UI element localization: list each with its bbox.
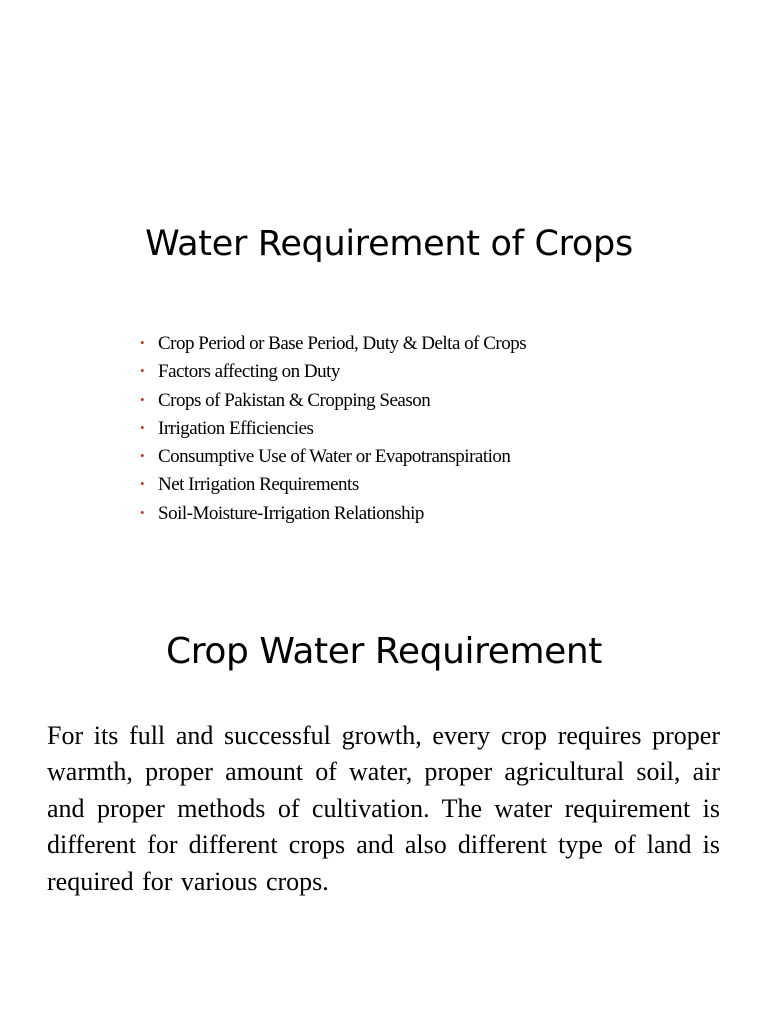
list-item-text: Crop Period or Base Period, Duty & Delta of Crops — [158, 333, 527, 354]
bullet-icon: • — [140, 448, 145, 464]
list-item-text: Factors affecting on Duty — [158, 361, 340, 383]
bullet-icon: • — [140, 391, 145, 407]
list-item — [140, 443, 526, 471]
list-item-text: Irrigation Efficiencies — [158, 417, 314, 439]
bullet-icon: • — [140, 335, 145, 350]
body-paragraph: For its full and successful growth, every crop requires proper warmth, proper amount of water, proper agricultural soil, air and proper methods of cultivation. The water requirement is different for different crops and also different type of land is required for various crops. — [47, 721, 720, 896]
slide-title: Water Requirement of Crops — [145, 224, 633, 264]
list-item — [140, 330, 526, 358]
list-item-text: Consumptive Use of Water or Evapotranspiration — [158, 446, 511, 468]
list-item — [140, 500, 526, 528]
list-item — [140, 358, 526, 386]
list-item — [140, 387, 526, 415]
bullet-icon: • — [140, 363, 145, 379]
bullet-icon: • — [140, 419, 145, 435]
topic-list — [140, 330, 526, 528]
bullet-icon: • — [140, 476, 145, 492]
list-item-text: Crops of Pakistan & Cropping Season — [158, 389, 431, 411]
section-heading: Crop Water Requirement — [165, 631, 603, 672]
list-item-text: Net Irrigation Requirements — [158, 474, 359, 496]
list-item — [140, 471, 526, 499]
list-item — [140, 415, 526, 443]
list-item-text: Soil-Moisture-Irrigation Relationship — [158, 502, 424, 524]
bullet-icon: • — [140, 504, 145, 520]
